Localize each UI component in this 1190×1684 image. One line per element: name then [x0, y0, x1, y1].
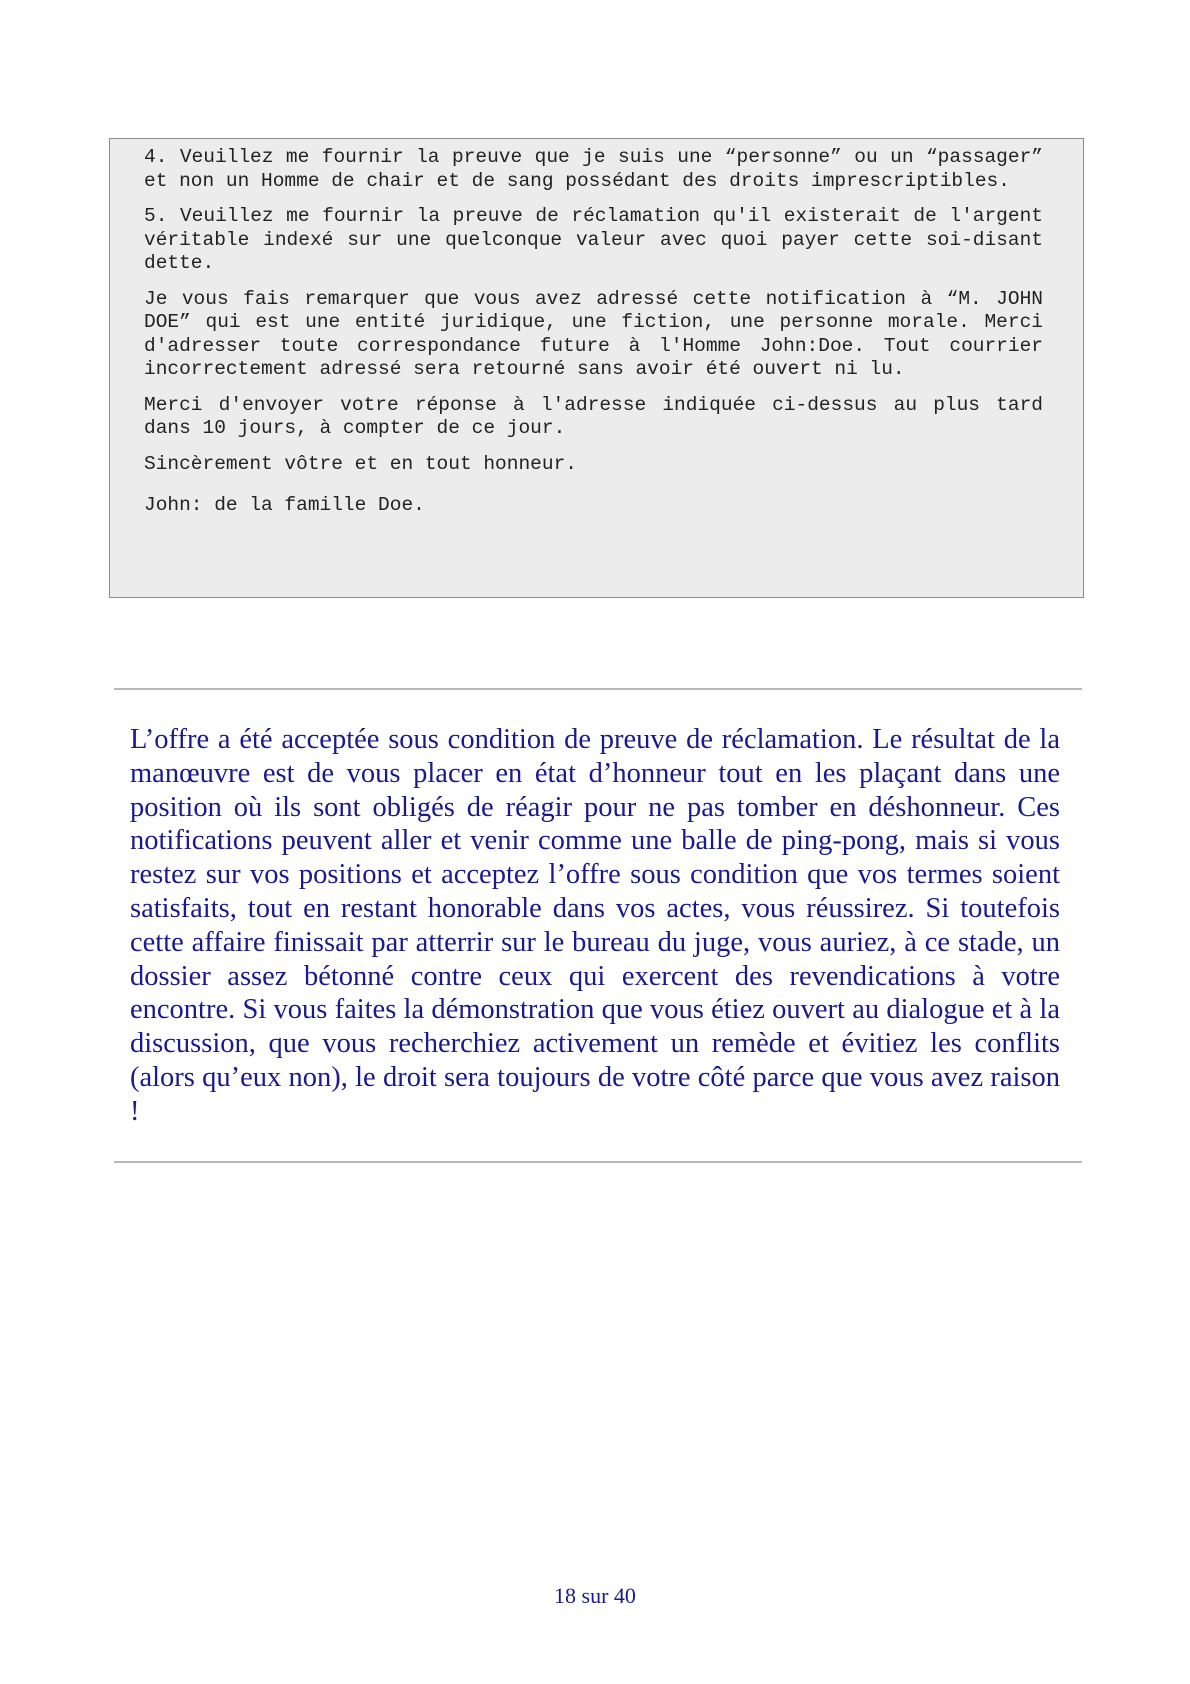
letter-paragraph-point-5: 5. Veuillez me fournir la preuve de réclamation qu'il existerait de l'argent véritable indexé sur une quelconque valeur avec quoi payer cette soi-disant dette.	[144, 205, 1043, 274]
top-divider	[114, 688, 1082, 690]
letter-paragraph-point-4: 4. Veuillez me fournir la preuve que je suis une “personne” ou un “passager” et non un Homme de chair et de sang possédant des droits imprescriptibles.	[144, 146, 1043, 192]
commentary-paragraph: L’offre a été acceptée sous condition de preuve de réclamation. Le résultat de la manœuvre est de vous placer en état d’honneur tout en les plaçant dans une position où ils sont obligés de réagir pour ne pas tomber en déshonneur. Ces notifications peuvent aller et venir comme une balle de ping-pong, mais si vous restez sur vos positions et acceptez l’offre sous condition que vos termes soient satisfaits, tout en restant honorable dans vos actes, vous réussirez. Si toutefois cette affaire finissait par atterrir sur le bureau du juge, vous auriez, à ce stade, un dossier assez bétonné contre ceux qui exercent des revendications à votre encontre. Si vous faites la démonstration que vous étiez ouvert au dialogue et à la discussion, que vous recherchiez activement un remède et évitiez les conflits (alors qu’eux non), le droit sera toujours de votre côté parce que vous avez raison !	[130, 724, 1060, 1127]
letter-signature: John: de la famille Doe.	[144, 494, 425, 516]
letter-excerpt-box	[109, 138, 1084, 598]
letter-paragraph-addressing-notice: Je vous fais remarquer que vous avez adressé cette notification à “M. JOHN DOE” qui est une entité juridique, une fiction, une personne morale. Merci d'adresser toute correspondance future à l'Homme John:Doe. Tout courrier incorrectement adressé sera retourné sans avoir été ouvert ni lu.	[144, 287, 1043, 380]
letter-paragraph-response-deadline: Merci d'envoyer votre réponse à l'adresse indiquée ci-dessus au plus tard dans 10 jours, à compter de ce jour.	[144, 393, 1043, 439]
letter-paragraph-closing: Sincèrement vôtre et en tout honneur.	[144, 452, 577, 475]
bottom-divider	[114, 1161, 1082, 1163]
page-number: 18 sur 40	[554, 1583, 636, 1608]
